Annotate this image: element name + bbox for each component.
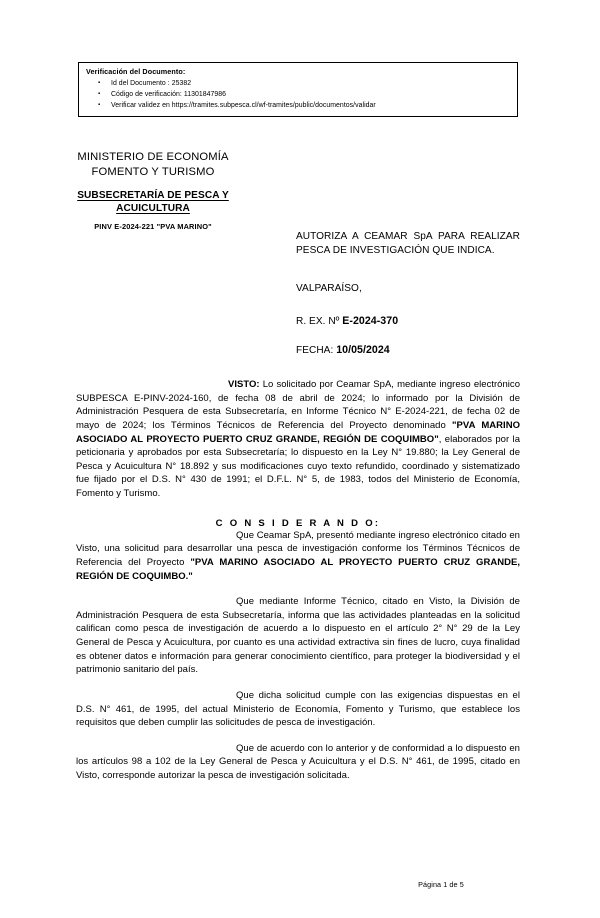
paragraph-visto	[76, 378, 520, 501]
resolution-line	[296, 315, 520, 327]
verification-item-text: Código de verificación: 11301847986	[111, 90, 227, 98]
project-code: PINV E-2024-221 "PVA MARINO"	[94, 222, 212, 232]
place-line: VALPARAÍSO,	[296, 282, 362, 294]
date-line	[296, 344, 520, 356]
considerando-3-part-1: Que dicha solicitud cumple con las exigencias dispuestas en el D.S. N° 461, de 1995, del actual Ministerio de Economía, Fomento y Turismo, que establece los requisitos que deben cumplir las solicitudes de pesca de investigación.	[76, 689, 520, 729]
visto-label: VISTO:	[228, 379, 260, 390]
resolution-number: E-2024-370	[342, 314, 399, 327]
date-value: 10/05/2024	[336, 343, 390, 356]
page-number: Página 1 de 5	[418, 880, 464, 889]
subject-block	[296, 230, 520, 356]
visto-part-1: Lo solicitado por Ceamar SpA, mediante ingreso electrónico SUBPESCA E-PINV-2024-160, de fecha 08 de abril de 2024; lo informado por la División de Administración Pesquera de esta Subsecretaría, en Informe Técnico N° E-2024-221, de fecha 02 de mayo de 2024; los Términos Técnicos de Referencia del Proyecto denominado	[76, 379, 520, 431]
document-body	[76, 378, 520, 783]
considerando-2-part-1: Que mediante Informe Técnico, citado en Visto, la División de Administración Pesquera de esta Subsecretaría, informa que las actividades planteadas en la solicitud califican como pesca de investigación de acuerdo a lo dispuesto en el artículo 2° N° 29 de la Ley General de Pesca y Acuicultura, por cuanto es una actividad extractiva sin fines de lucro, cuya finalidad es obtener datos e información para generar conocimiento científico, para proteger la biodiversidad y el patrimonio sanitario del país.	[76, 596, 520, 676]
paragraph-considerando-3	[76, 689, 520, 730]
verification-item-code	[84, 89, 512, 100]
visto-part-2: , elaborados por la peticionaria y aprobados por esta Subsecretaría; lo dispuesto en la Ley N° 19.880; la Ley General de Pesca y Acuicultura N° 18.892 y sus modificaciones cuyo texto refundido, coordinado y sistematizado fue fijado por el D.S. N° 430 de 1991; el D.F.L. N° 5, de 1983, todos del Ministerio de Economía, Fomento y Turismo.	[76, 433, 520, 499]
date-label: FECHA:	[296, 344, 334, 356]
bullet-icon: ▪	[98, 102, 101, 109]
verification-list	[84, 78, 512, 112]
resolution-label: R. EX. Nº	[296, 315, 340, 327]
ministry-line-1: MINISTERIO DE ECONOMÍA	[77, 151, 229, 163]
ministry-name	[44, 150, 262, 180]
verification-title: Verificación del Documento:	[86, 67, 186, 76]
subsecretary-name	[44, 189, 262, 216]
visto-project-name: "PVA MARINO ASOCIADO AL PROYECTO PUERTO CRUZ GRANDE, REGIÓN DE COQUIMBO"	[76, 419, 520, 445]
subsecretary-line-2: ACUICULTURA	[116, 202, 190, 214]
page-footer	[0, 874, 600, 892]
bullet-icon: ▪	[98, 79, 101, 86]
paragraph-considerando-4	[76, 742, 520, 783]
verification-item-text: Id del Documento : 25382	[111, 79, 192, 87]
paragraph-considerando-2	[76, 595, 520, 677]
document-verification-box	[78, 62, 518, 117]
ministry-line-2: FOMENTO Y TURISMO	[91, 165, 215, 178]
bullet-icon: ▪	[98, 90, 101, 97]
considerando-1-project-name: "PVA MARINO ASOCIADO AL PROYECTO PUERTO CRUZ GRANDE, REGIÓN DE COQUIMBO."	[76, 556, 520, 582]
verification-item-document-id	[84, 78, 512, 89]
considerando-4-part-1: Que de acuerdo con lo anterior y de conformidad a lo dispuesto en los artículos 98 a 102 de la Ley General de Pesca y Acuicultura y el D.S. N° 461, de 1995, citado en Visto, corresponde autorizar la pesca de investigación solicitada.	[76, 742, 520, 781]
verification-item-text: Verificar validez en https://tramites.subpesca.cl/wf-tramites/public/documentos/validar	[111, 102, 376, 110]
considerando-heading: C O N S I D E R A N D O:	[215, 517, 381, 529]
considerando-1-part-1: Que Ceamar SpA, presentó mediante ingreso electrónico citado en Visto, una solicitud para desarrollar una pesca de investigación conforme los Términos Técnicos de Referencia del Proyecto	[76, 529, 520, 568]
letterhead	[44, 150, 262, 231]
subject-text: AUTORIZA A CEAMAR SpA PARA REALIZAR PESCA DE INVESTIGACIÓN QUE INDICA.	[296, 231, 520, 257]
verification-item-url	[84, 100, 512, 111]
paragraph-considerando-1	[76, 529, 520, 584]
subsecretary-line-1: SUBSECRETARÍA DE PESCA Y	[77, 189, 229, 201]
